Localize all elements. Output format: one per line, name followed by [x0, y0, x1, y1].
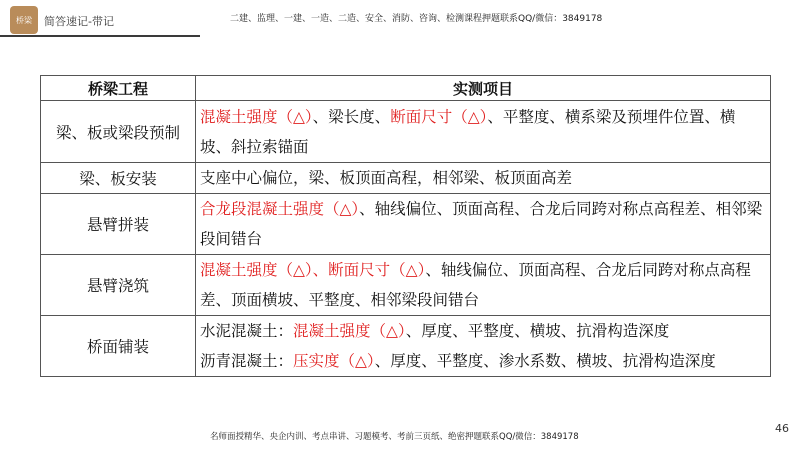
engineering-item-cell: 悬臂浇筑 — [41, 255, 196, 316]
engineering-item-cell: 梁、板或梁段预制 — [41, 101, 196, 163]
key-item-text: 混凝土强度（△） — [200, 107, 313, 126]
header-notice: 二建、监理、一建、一造、二造、安全、消防、咨询、检测课程押题联系QQ/微信：3849178 — [230, 14, 603, 24]
column-header-engineering: 桥梁工程 — [41, 76, 196, 101]
table-header-row — [41, 76, 771, 101]
column-header-items: 实测项目 — [196, 76, 771, 101]
table-row — [41, 101, 771, 163]
key-item-text: 断面尺寸（△） — [390, 107, 488, 126]
item-text: 沥青混凝土： — [200, 352, 294, 370]
key-item-text: 混凝土强度（△） — [293, 322, 406, 340]
inspection-table — [40, 75, 771, 377]
item-text: 、厚度、平整度、横坡、抗滑构造深度 — [405, 322, 670, 340]
table-row — [41, 163, 771, 194]
item-text: 、轴线偏位、顶面高程、合龙后同跨对称点高程差、相邻梁段间错台 — [200, 200, 763, 248]
paving-line — [200, 316, 766, 346]
engineering-item-cell: 梁、板安装 — [41, 163, 196, 194]
engineering-item-cell: 悬臂拼装 — [41, 194, 196, 255]
item-text: 、轴线偏位、顶面高程、合龙后同跨对称点高程差、顶面横坡、平整度、相邻梁段间错台 — [200, 261, 751, 309]
engineering-item-cell: 桥面铺装 — [41, 316, 196, 377]
measured-items-cell — [196, 316, 771, 377]
measured-items-cell — [196, 194, 771, 255]
measured-items-cell — [196, 163, 771, 194]
footer-notice: 名师面授精华、央企内训、考点串讲、习题模考、考前三页纸、绝密押题联系QQ/微信：3849178 — [210, 432, 579, 442]
item-text: 、平整度、横系梁及预埋件位置、横坡、斜拉索锚面 — [200, 107, 736, 156]
item-text: 水泥混凝土： — [200, 322, 294, 340]
key-item-text: 合龙段混凝土强度（△） — [200, 200, 360, 218]
brand-logo — [10, 6, 38, 34]
brand-name: 简答速记-带记 — [44, 15, 114, 28]
table-row — [41, 316, 771, 377]
header-divider — [0, 35, 200, 37]
key-item-text: 压实度（△） — [293, 352, 375, 370]
measured-items-cell — [196, 255, 771, 316]
measured-items-cell — [196, 101, 771, 163]
paving-line — [200, 346, 766, 376]
table-row — [41, 255, 771, 316]
item-text: 、厚度、平整度、渗水系数、横坡、抗滑构造深度 — [374, 352, 716, 370]
item-text: 支座中心偏位，梁、板顶面高程，相邻梁、板顶面高差 — [200, 169, 573, 187]
table-row — [41, 194, 771, 255]
key-item-text: 混凝土强度（△）、断面尺寸（△） — [200, 261, 426, 279]
item-text: 、梁长度、 — [312, 107, 391, 126]
logo-text: 桥梁 — [16, 15, 32, 25]
page-number: 46 — [775, 422, 789, 435]
